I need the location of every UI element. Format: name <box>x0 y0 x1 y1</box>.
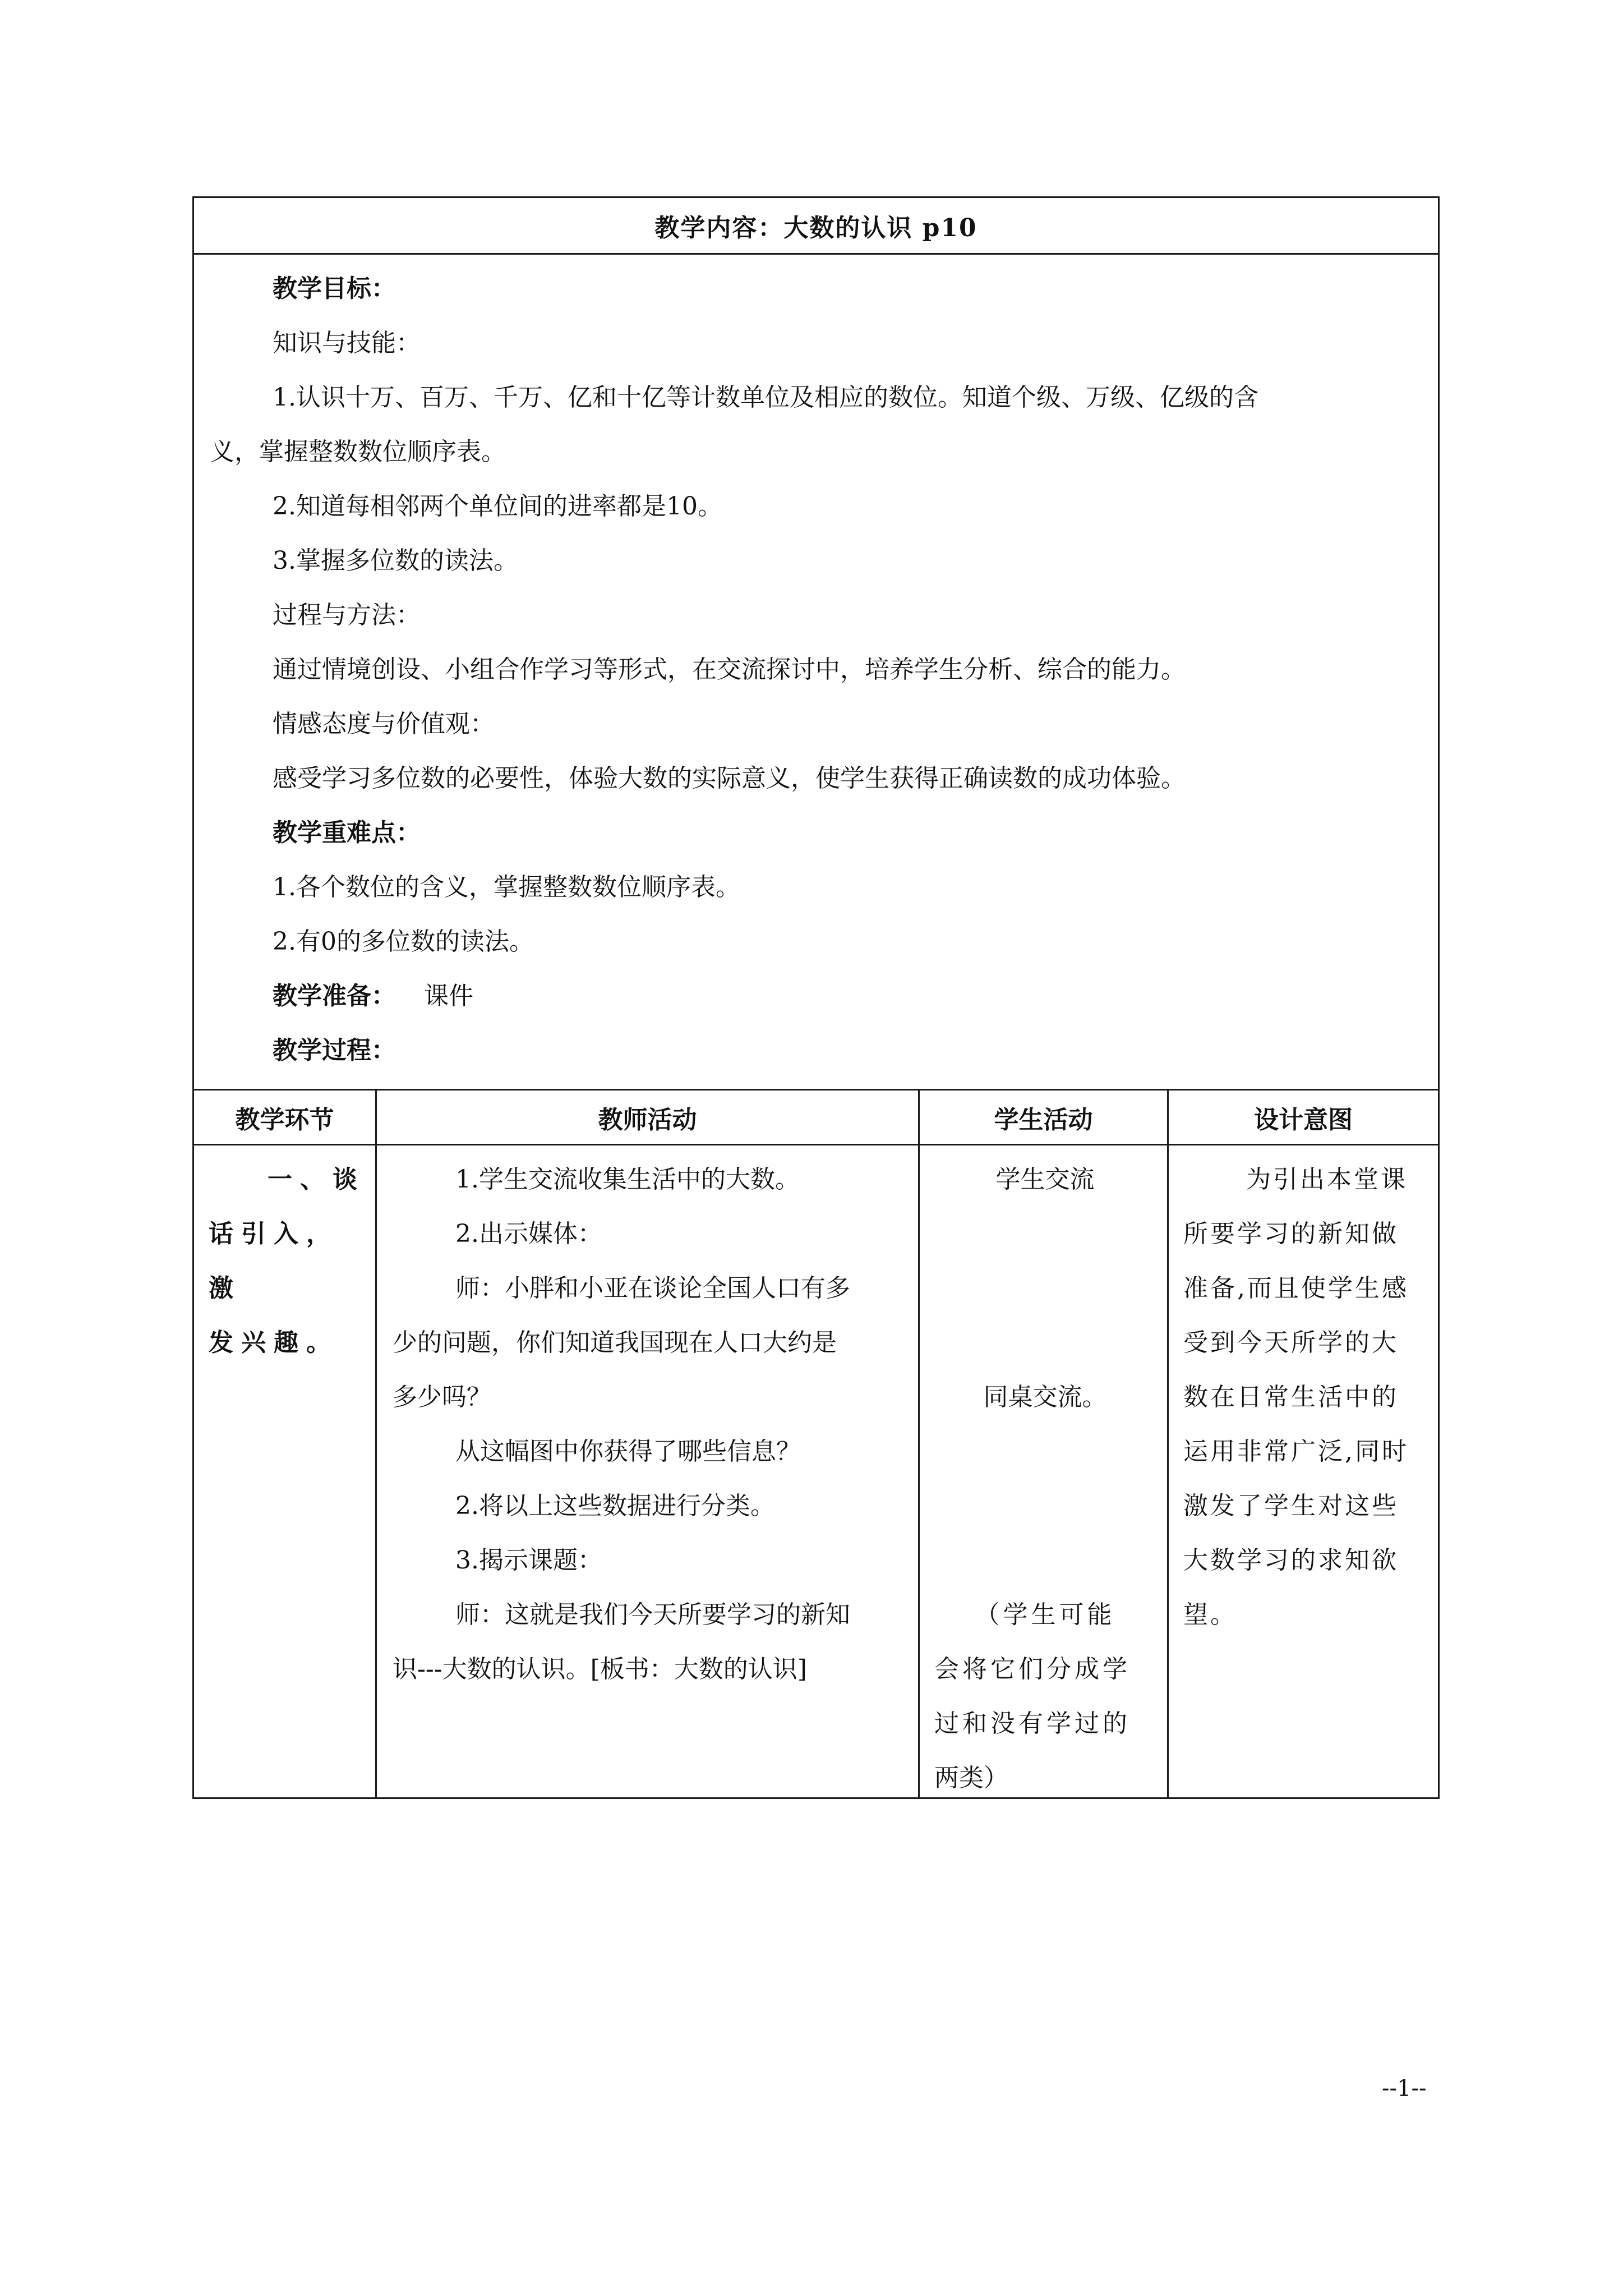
design-intent-cell <box>1169 1145 1438 1797</box>
student-line: 过和没有学过的 <box>934 1709 1131 1738</box>
student-line <box>934 1207 1156 1261</box>
lesson-title: 教学内容：大数的认识 p10 <box>194 198 1438 255</box>
header-design: 设计意图 <box>1169 1091 1438 1145</box>
teacher-line: 师：这就是我们今天所要学习的新知 <box>455 1600 850 1629</box>
student-line: （学生可能 <box>975 1600 1115 1629</box>
goal-1-line-2: 义，掌握整数数位顺序表。 <box>210 438 506 466</box>
process-heading: 过程与方法： <box>273 601 421 629</box>
lesson-plan-table <box>192 196 1440 1799</box>
design-line: 数在日常生活中的 <box>1183 1383 1399 1411</box>
teacher-line: 1.学生交流收集生活中的大数。 <box>455 1165 800 1194</box>
student-line <box>934 1533 1156 1588</box>
page-number: --1-- <box>1382 2076 1427 2101</box>
teacher-line: 师：小胖和小亚在谈论全国人口有多 <box>455 1274 850 1303</box>
emotion-text: 感受学习多位数的必要性，体验大数的实际意义，使学生获得正确读数的成功体验。 <box>273 764 1186 793</box>
student-line <box>934 1479 1156 1533</box>
emotion-heading: 情感态度与价值观： <box>273 710 495 738</box>
preparation-text: 课件 <box>424 982 473 1010</box>
teacher-line: 从这幅图中你获得了哪些信息？ <box>455 1437 801 1466</box>
teacher-line: 3.揭示课题： <box>455 1546 602 1575</box>
stage-cell <box>194 1145 377 1797</box>
lesson-intro <box>194 255 1438 1089</box>
student-line <box>934 1315 1156 1370</box>
teacher-line: 2.将以上这些数据进行分类。 <box>455 1492 775 1520</box>
process-steps-heading: 教学过程： <box>273 1036 396 1065</box>
design-line: 运用非常广泛,同时 <box>1183 1437 1409 1466</box>
goal-2: 2.知道每相邻两个单位间的进率都是10。 <box>273 492 722 521</box>
header-student: 学生活动 <box>920 1091 1169 1145</box>
teacher-activity-cell <box>377 1145 920 1797</box>
stage-line: 发兴趣。 <box>209 1328 339 1357</box>
stage-line: 话引入，激 <box>209 1220 339 1303</box>
student-line <box>934 1424 1156 1479</box>
goals-heading: 教学目标： <box>273 274 396 303</box>
header-stage: 教学环节 <box>194 1091 377 1145</box>
design-line: 为引出本堂课 <box>1246 1165 1408 1194</box>
knowledge-heading: 知识与技能： <box>273 329 421 357</box>
design-line: 准备,而且使学生感 <box>1183 1274 1409 1303</box>
key-point-1: 1.各个数位的含义，掌握整数数位顺序表。 <box>273 873 740 901</box>
design-line: 激发了学生对这些 <box>1183 1492 1399 1520</box>
design-line: 大数学习的求知欲 <box>1183 1546 1399 1575</box>
preparation <box>210 969 1424 1023</box>
activity-grid <box>194 1089 1438 1797</box>
student-line <box>934 1261 1156 1315</box>
student-line: 学生交流 <box>995 1165 1095 1194</box>
student-line: 同桌交流。 <box>983 1383 1107 1411</box>
key-points-heading: 教学重难点： <box>273 818 421 847</box>
goal-1-line-1: 1.认识十万、百万、千万、亿和十亿等计数单位及相应的数位。知道个级、万级、亿级的含 <box>273 383 1258 412</box>
teacher-line: 2.出示媒体： <box>455 1220 602 1248</box>
teacher-line: 识---大数的认识。[板书：大数的认识] <box>393 1655 807 1683</box>
student-line: 两类） <box>934 1764 1008 1792</box>
process-text: 通过情境创设、小组合作学习等形式，在交流探讨中，培养学生分析、综合的能力。 <box>273 655 1186 684</box>
design-line: 望。 <box>1183 1600 1237 1629</box>
teacher-line: 多少吗？ <box>393 1383 491 1411</box>
goal-3: 3.掌握多位数的读法。 <box>273 546 518 575</box>
student-activity-cell <box>920 1145 1169 1797</box>
student-line: 会将它们分成学 <box>934 1655 1131 1683</box>
design-line: 受到今天所学的大 <box>1183 1328 1399 1357</box>
design-line: 所要学习的新知做 <box>1183 1220 1399 1248</box>
teacher-line: 少的问题，你们知道我国现在人口大约是 <box>393 1328 837 1357</box>
preparation-heading: 教学准备： <box>273 982 396 1010</box>
stage-line: 一、谈 <box>268 1165 365 1194</box>
key-point-2: 2.有0的多位数的读法。 <box>273 927 534 956</box>
header-teacher: 教师活动 <box>377 1091 920 1145</box>
